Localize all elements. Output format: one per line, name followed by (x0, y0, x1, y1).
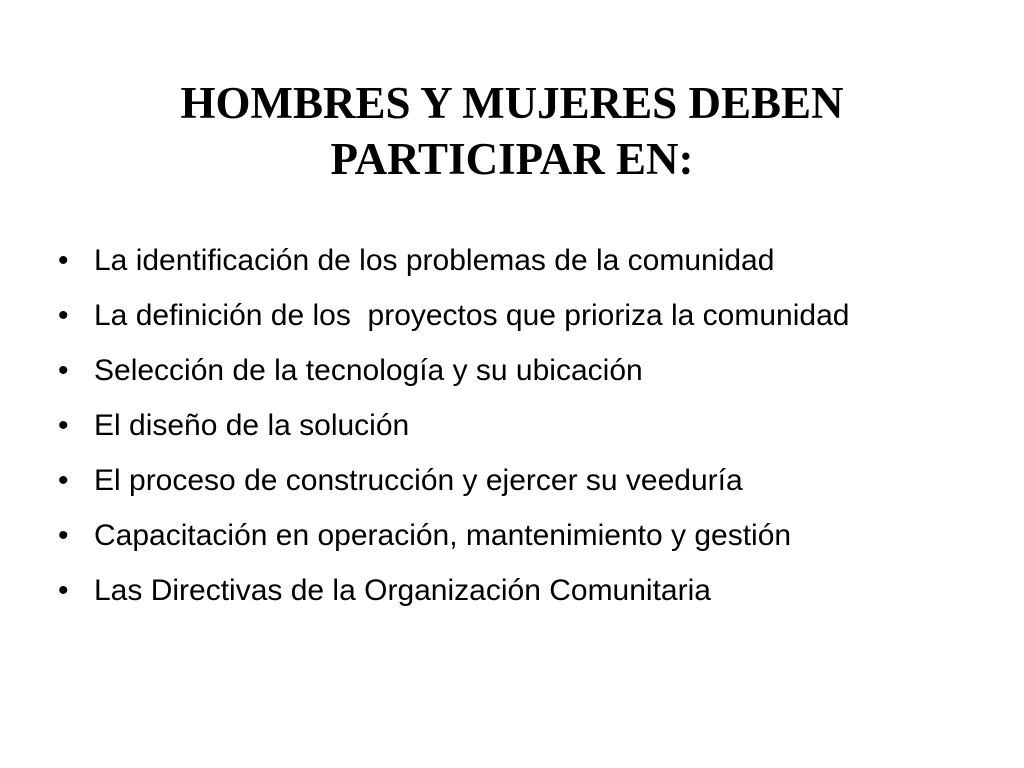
bullet-text: Las Directivas de la Organización Comunitaria (94, 574, 711, 607)
bullet-item (58, 405, 988, 447)
bullet-dot-icon: • (58, 354, 69, 387)
bullet-dot-icon: • (58, 244, 69, 277)
bullet-text: Selección de la tecnología y su ubicación (94, 354, 643, 387)
bullet-dot-icon: • (58, 464, 69, 497)
slide-title (0, 75, 1024, 187)
slide-title-line-2: PARTICIPAR EN: (330, 134, 694, 184)
bullet-item (58, 350, 988, 392)
bullet-dot-icon: • (58, 519, 69, 552)
bullet-item (58, 515, 988, 557)
bullet-item (58, 570, 988, 612)
bullet-dot-icon: • (58, 299, 69, 332)
bullet-dot-icon: • (58, 409, 69, 442)
slide-title-line-1: HOMBRES Y MUJERES DEBEN (180, 78, 844, 128)
bullet-text: El proceso de construcción y ejercer su veeduría (94, 464, 743, 497)
bullet-text: Capacitación en operación, mantenimiento y gestión (94, 519, 792, 552)
bullet-text: La definición de los proyectos que prioriza la comunidad (94, 299, 850, 332)
bullet-text: La identificación de los problemas de la comunidad (94, 244, 775, 277)
bullet-item (58, 295, 988, 337)
bullet-item (58, 460, 988, 502)
bullet-item (58, 240, 988, 282)
bullet-dot-icon: • (58, 574, 69, 607)
bullet-text: El diseño de la solución (94, 409, 410, 442)
bullet-list (58, 240, 988, 625)
